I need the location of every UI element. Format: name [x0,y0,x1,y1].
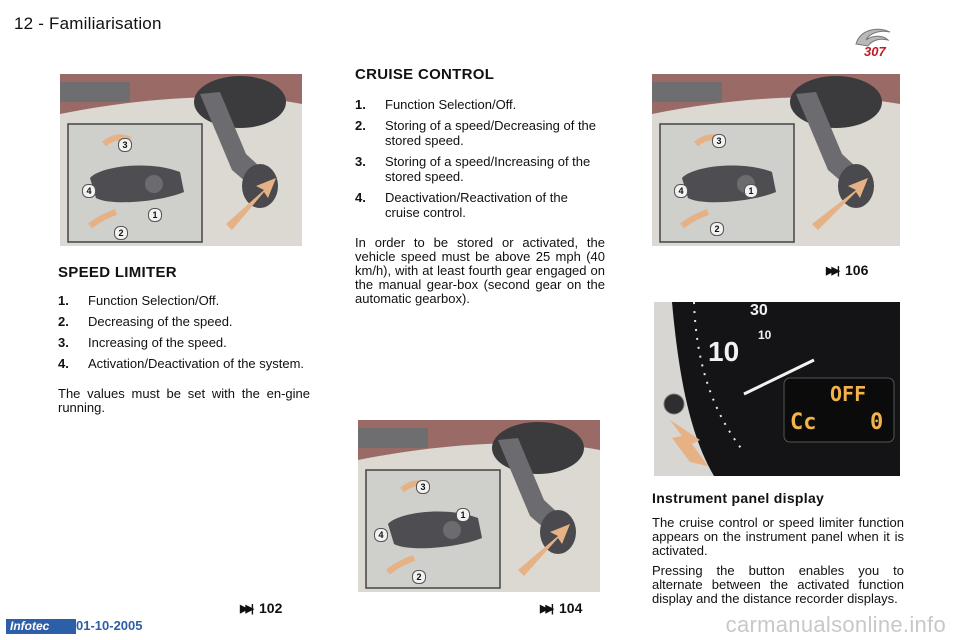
page-reference-104[interactable]: ▶▶| 104 [540,600,583,616]
speed-limiter-title: SPEED LIMITER [58,264,177,281]
display-off-text: OFF [830,382,867,406]
display-cc-text: Cc [790,410,817,435]
stalk-label-4: 4 [374,528,388,542]
list-item: 2. Decreasing of the speed. [58,314,233,329]
stalk-label-1: 1 [456,508,470,522]
stalk-label-3: 3 [118,138,132,152]
list-item: 2. Storing of a speed/Decreasing of the stored speed. [355,118,597,148]
list-item: 1. Function Selection/Off. [355,97,517,112]
stalk-label-1: 1 [744,184,758,198]
list-item: 4. Activation/Deactivation of the system. [58,356,305,371]
footer-date: 01-10-2005 [76,618,143,633]
cruise-control-list [355,97,605,220]
model-number-logo: 307 [864,44,886,59]
infotec-logo: Infotec [6,619,76,634]
cruise-control-body: In order to be stored or activated, the vehicle speed must be above 25 mph (40 km/h), with at least fourth gear engaged on the manual gear-box (second gear on the automatic gearbox). [355,235,605,306]
stalk-label-3: 3 [712,134,726,148]
double-arrow-icon: ▶▶| [826,264,837,277]
instrument-panel-paragraph-2: Pressing the button enables you to alternate between the activated function display and the distance recorder displays. [652,563,904,606]
speed-limiter-list [58,293,310,371]
stalk-label-1: 1 [148,208,162,222]
list-item: 1. Function Selection/Off. [58,293,220,308]
instrument-panel-section [652,490,904,606]
cruise-control-stalk-photo-bottom [358,420,600,592]
instrument-panel-paragraph-1: The cruise control or speed limiter function appears on the instrument panel when it is activated. [652,515,904,558]
gauge-label-10-large: 10 [708,336,740,367]
stalk-label-4: 4 [82,184,96,198]
page-reference-102[interactable]: ▶▶| 102 [240,600,283,616]
gauge-label-30: 30 [750,302,768,319]
instrument-panel-title: Instrument panel display [652,490,825,506]
page-reference-106[interactable]: ▶▶| 106 [826,262,869,278]
speed-limiter-body: The values must be set with the en-gine running. [58,386,310,415]
speed-limiter-stalk-photo [60,74,302,246]
list-item: 4. Deactivation/Reactivation of the cruise control. [355,190,568,220]
stalk-label-4: 4 [674,184,688,198]
page-title: 12 - Familiarisation [14,14,162,33]
speed-limiter-section [58,264,310,415]
stalk-label-3: 3 [416,480,430,494]
watermark: carmanualsonline.info [725,612,946,637]
double-arrow-icon: ▶▶| [540,602,551,615]
cruise-control-title: CRUISE CONTROL [355,66,495,83]
cruise-control-section [355,66,605,306]
stalk-label-2: 2 [710,222,724,236]
display-zero-text: 0 [870,410,884,435]
gauge-label-10-small: 10 [758,328,772,342]
cruise-control-stalk-photo [652,74,900,246]
stalk-label-2: 2 [412,570,426,584]
list-item: 3. Storing of a speed/Increasing of the stored speed. [355,154,591,184]
double-arrow-icon: ▶▶| [240,602,251,615]
instrument-panel-photo [654,302,900,476]
stalk-label-2: 2 [114,226,128,240]
list-item: 3. Increasing of the speed. [58,335,227,350]
